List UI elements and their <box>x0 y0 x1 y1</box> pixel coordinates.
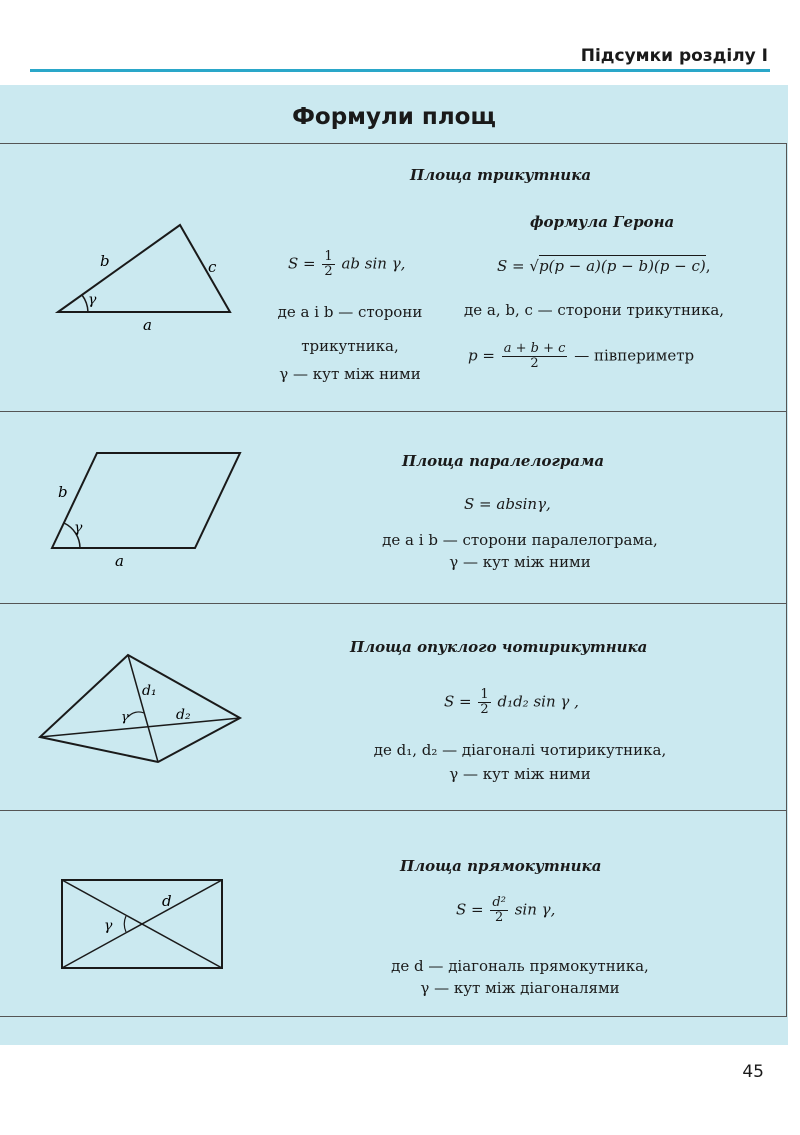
rectangle-desc-line1: де d — діагональ прямокутника, <box>391 957 649 975</box>
side-a-label: a <box>143 316 152 334</box>
quadrilateral-desc-line2: γ — кут між ними <box>449 765 591 783</box>
triangle-figure <box>0 210 260 340</box>
parallelogram-desc-line2: γ — кут між ними <box>449 553 591 571</box>
quadrilateral-heading: Площа опуклого чотирикутника <box>350 638 648 656</box>
triangle-formula: S = $\frac{1}{2}$ ab sin γ, <box>288 249 406 279</box>
page-number: 45 <box>742 1062 764 1082</box>
parallelogram-desc-line1: де a і b — сторони паралелограма, <box>382 531 658 549</box>
row-divider <box>0 603 787 604</box>
side-b-label: b <box>100 252 110 270</box>
angle-gamma-label: γ <box>74 520 83 536</box>
section-title: Підсумки розділу І <box>580 46 768 66</box>
parallelogram-figure <box>0 440 260 575</box>
angle-gamma-label: γ <box>88 292 97 308</box>
row-divider <box>0 810 787 811</box>
heron-formula: S = √p(p − a)(p − b)(p − c), <box>497 257 711 275</box>
triangle-desc-line3: γ — кут між ними <box>279 365 421 383</box>
quadrilateral-desc-line1: де d₁, d₂ — діагоналі чотирикутника, <box>373 741 667 759</box>
diagonal-d2-label: d₂ <box>176 707 191 723</box>
triangle-heading: Площа трикутника <box>410 166 592 184</box>
heron-heading: формула Герона <box>530 213 675 231</box>
heron-desc: де a, b, c — сторони трикутника, <box>464 301 725 319</box>
rectangle-formula: S = $\frac{\text{d²}}{2}$ sin γ, <box>456 895 556 925</box>
diagonal-d-label: d <box>162 892 172 910</box>
diagonal-d1-label: d₁ <box>142 683 157 699</box>
side-a-label: a <box>115 552 124 570</box>
side-c-label: c <box>208 258 217 276</box>
rectangle-desc-line2: γ — кут між діагоналями <box>420 979 620 997</box>
header-rule <box>30 69 770 72</box>
parallelogram-heading: Площа паралелограма <box>402 452 605 470</box>
angle-gamma-label: γ <box>104 918 113 934</box>
rectangle-heading: Площа прямокутника <box>400 857 602 875</box>
semiperimeter-formula: p = $\frac{a + b + c}{2}$ — півпериметр <box>468 341 695 371</box>
triangle-desc-line1: де a і b — сторони <box>277 303 423 321</box>
angle-gamma-label: γ <box>121 710 129 725</box>
triangle-desc-line2: трикутника, <box>301 337 399 355</box>
side-b-label: b <box>58 483 68 501</box>
parallelogram-formula: S = absinγ, <box>464 495 551 513</box>
page-title: Формули площ <box>292 104 496 130</box>
row-divider <box>0 411 787 412</box>
quadrilateral-formula: S = $\frac{1}{2}$ d₁d₂ sin γ , <box>444 687 579 717</box>
quadrilateral-figure <box>0 645 260 770</box>
rectangle-figure <box>0 870 260 975</box>
